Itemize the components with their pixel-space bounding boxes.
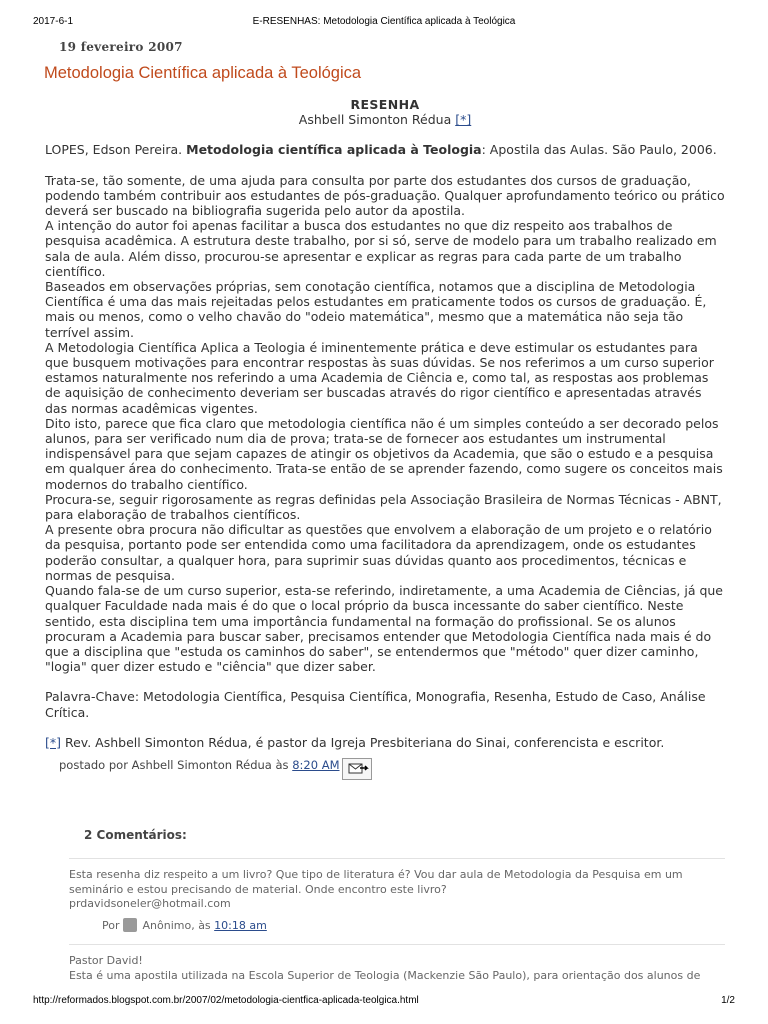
post-time-link[interactable]: 8:20 AM: [292, 758, 340, 772]
comment-greeting: Pastor David!: [69, 954, 143, 967]
comment: [69, 868, 725, 912]
avatar-icon: [123, 918, 137, 932]
footnote-link[interactable]: [*]: [455, 112, 472, 128]
paragraph: Baseados em observações próprias, sem conotação científica, notamos que a disciplina de Metodologia Científica é uma das mais rejeitadas pelos estudantes em praticamente todos os cursos de graduação. É, mais ou menos, como o velho chavão do "odeio matemática", mesmo que a matemática não seja tão terrível assim.: [45, 279, 707, 340]
post-body: [45, 97, 725, 750]
footnote: [45, 735, 725, 750]
comment: [69, 954, 725, 983]
comment-text: Esta é uma apostila utilizada na Escola Superior de Teologia (Mackenzie São Paulo), para orientação dos alunos de: [69, 968, 701, 982]
comment-email: prdavidsoneler@hotmail.com: [69, 897, 231, 910]
review-author: [45, 112, 725, 127]
comment-time-link[interactable]: 10:18 am: [214, 919, 267, 932]
comment-divider: [69, 944, 725, 945]
comment-text: Esta resenha diz respeito a um livro? Que tipo de literatura é? Vou dar aula de Metodologia da Pesquisa em um seminário e estou precisando de material. Onde encontro este livro?: [69, 868, 683, 896]
comment-divider: [69, 858, 725, 859]
keywords: Palavra-Chave: Metodologia Científica, Pesquisa Científica, Monografia, Resenha, Estudo de Caso, Análise Crítica.: [45, 689, 706, 720]
comment-by-prefix: Por: [102, 919, 123, 932]
print-date: 2017-6-1: [33, 16, 74, 27]
post-date: 19 fevereiro 2007: [59, 40, 183, 54]
post-title: Metodologia Científica aplicada à Teológica: [44, 64, 362, 82]
footnote-text: Rev. Ashbell Simonton Rédua, é pastor da Igreja Presbiteriana do Sinai, conferencista e escritor.: [61, 734, 665, 750]
print-footer: [33, 995, 735, 1009]
post-footer: [59, 758, 340, 772]
comment-byline: [102, 918, 267, 932]
citation: [45, 142, 725, 157]
citation-author: LOPES, Edson Pereira.: [45, 142, 187, 158]
paragraph: A presente obra procura não dificultar as questões que envolvem a elaboração de um projeto e o relatório da pesquisa, portanto pode ser entendida como uma facilitadora da aprendizagem, onde os estudantes poderão consultar, a qualquer hora, para suprimir suas dúvidas quanto aos procedimentos, técnicas e normas de pesquisa.: [45, 522, 712, 583]
posted-by: postado por Ashbell Simonton Rédua às: [59, 758, 293, 772]
print-url: http://reformados.blogspot.com.br/2007/02/metodologia-cientfica-aplicada-teolgica.html: [33, 995, 419, 1006]
email-post-icon[interactable]: [342, 758, 372, 780]
review-heading: RESENHA: [350, 97, 420, 112]
review-author-name: Ashbell Simonton Rédua: [298, 112, 452, 128]
paragraph: Dito isto, parece que fica claro que metodologia científica não é um simples conteúdo a ser decorado pelos alunos, para ser verificado num dia de prova; trata-se de fornecer aos estudantes um instrumental indispensável para que sejam capazes de atingir os objetivos da Academia, que são o estudo e a pesquisa em qualquer área do conhecimento. Trata-se então de se aprender fazendo, como sugere os conceitos mais modernos do trabalho científico.: [45, 415, 723, 492]
print-header: [33, 16, 735, 30]
footnote-marker-link[interactable]: [*]: [45, 734, 62, 750]
citation-book-title: Metodologia científica aplicada à Teologia: [186, 142, 482, 158]
comments-title: 2 Comentários:: [84, 828, 187, 842]
paragraph: A Metodologia Científica Aplica a Teologia é iminentemente prática e deve estimular os estudantes para que busquem motivações para encontrar respostas às suas dúvidas. Se nos referimos a um curso superior estamos naturalmente nos referindo a uma Academia de Ciência e, como tal, as respostas aos problemas de aquisição de conhecimento deveriam ser buscadas através do rigor científico e apresentadas através das normas acadêmicas vigentes.: [45, 339, 714, 416]
paragraph: Trata-se, tão somente, de uma ajuda para consulta por parte dos estudantes dos cursos de graduação, podendo também contribuir aos estudantes de pós-graduação. Qualquer aprofundamento teórico ou prático deverá ser buscado na bibliografia sugerida pelo autor da apostila.: [45, 172, 725, 219]
comment-author: Anônimo, às: [139, 919, 215, 932]
citation-details: : Apostila das Aulas. São Paulo, 2006.: [481, 142, 717, 158]
print-title: E-RESENHAS: Metodologia Científica aplicada à Teológica: [252, 16, 516, 27]
print-page-number: 1/2: [721, 995, 735, 1006]
paragraph: A intenção do autor foi apenas facilitar a busca dos estudantes no que diz respeito aos trabalhos de pesquisa acadêmica. A estrutura deste trabalho, por si só, serve de modelo para um trabalho realizado em sala de aula. Além disso, procurou-se apresentar e explicar as regras para cada parte de um trabalho científico.: [45, 218, 717, 279]
paragraph: Quando fala-se de um curso superior, esta-se referindo, indiretamente, a uma Academia de Ciências, já que qualquer Faculdade nada mais é do que o local próprio da busca incessante do saber científico. Neste sentido, esta disciplina tem uma importância fundamental na formação do profissional. Se os alunos procuram a Academia para buscar saber, precisamos entender que Metodologia Científica nada mais é do que a disciplina que "estuda os caminhos do saber", se entendermos que "método" quer dizer caminho, "logia" quer dizer estudo e "ciência" que dizer saber.: [45, 583, 723, 675]
paragraph: Procura-se, seguir rigorosamente as regras definidas pela Associação Brasileira de Normas Técnicas - ABNT, para elaboração de trabalhos científicos.: [45, 491, 722, 523]
